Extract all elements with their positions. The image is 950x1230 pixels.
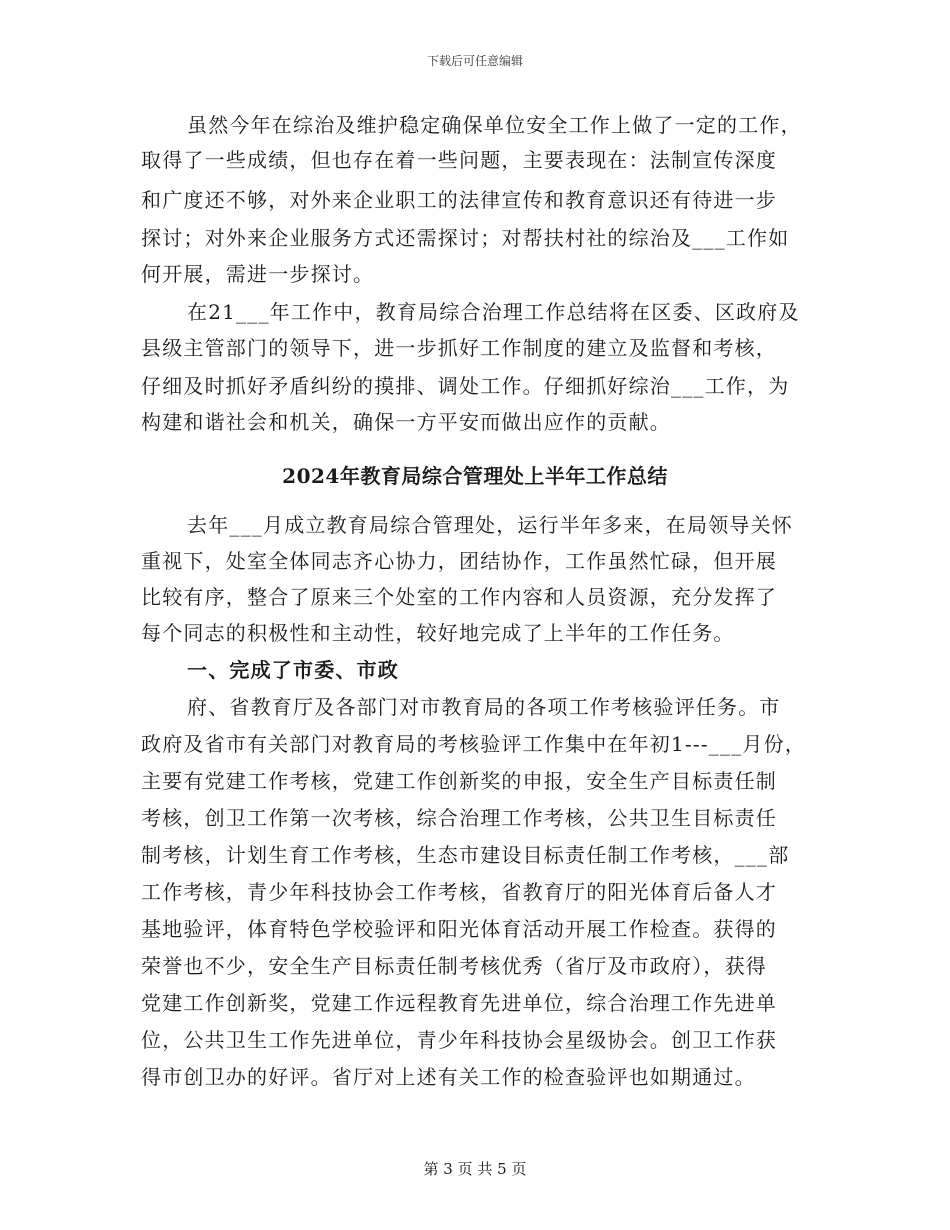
paragraph-line: 重视下，处室全体同志齐心协力，团结协作，工作虽然忙碌，但开展 <box>141 549 777 573</box>
section-heading: 一、完成了市委、市政 <box>187 658 399 682</box>
page-number-footer: 第 3 页 共 5 页 <box>423 1160 527 1178</box>
paragraph-line: 在21___年工作中，教育局综合治理工作总结将在区委、区政府及 <box>187 300 800 324</box>
paragraph-line: 制考核，计划生育工作考核，生态市建设目标责任制工作考核，___部 <box>141 843 790 867</box>
paragraph-line: 基地验评，体育特色学校验评和阳光体育活动开展工作检查。获得的 <box>141 917 777 941</box>
paragraph-line: 府、省教育厅及各部门对市教育局的各项工作考核验评任务。市 <box>187 695 781 719</box>
page-header: 下载后可任意编辑 <box>426 54 523 68</box>
paragraph-line: 探讨；对外来企业服务方式还需探讨；对帮扶村社的综治及___工作如 <box>141 226 790 250</box>
paragraph-line: 仔细及时抓好矛盾纠纷的摸排、调处工作。仔细抓好综治___工作，为 <box>141 374 790 398</box>
paragraph-line: 荣誉也不少，安全生产目标责任制考核优秀（省厅及市政府），获得 <box>141 954 767 978</box>
paragraph-line: 每个同志的积极性和主动性，较好地完成了上半年的工作任务。 <box>141 621 735 645</box>
paragraph-line: 党建工作创新奖，党建工作远程教育先进单位，综合治理工作先进单 <box>141 991 777 1015</box>
paragraph-line: 得市创卫办的好评。省厅对上述有关工作的检查验评也如期通过。 <box>141 1065 756 1089</box>
paragraph-line: 去年___月成立教育局综合管理处，运行半年多来，在局领导关怀 <box>187 513 793 537</box>
paragraph-line: 考核，创卫工作第一次考核，综合治理工作考核，公共卫生目标责任 <box>141 806 777 830</box>
paragraph-line: 工作考核，青少年科技协会工作考核，省教育厅的阳光体育后备人才 <box>141 880 777 904</box>
paragraph-line: 位，公共卫生工作先进单位，青少年科技协会星级协会。创卫工作获 <box>141 1028 777 1052</box>
paragraph-line: 主要有党建工作考核，党建工作创新奖的申报，安全生产目标责任制 <box>141 769 777 793</box>
paragraph-line: 县级主管部门的领导下，进一步抓好工作制度的建立及监督和考核， <box>141 336 777 360</box>
paragraph-line: 构建和谐社会和机关，确保一方平安而做出应作的贡献。 <box>141 410 671 434</box>
paragraph-line: 虽然今年在综治及维护稳定确保单位安全工作上做了一定的工作， <box>187 113 802 137</box>
paragraph-line: 政府及省市有关部门对教育局的考核验评工作集中在年初1---___月份， <box>141 732 806 756</box>
paragraph-line: 比较有序，整合了原来三个处室的工作内容和人员资源，充分发挥了 <box>141 585 777 609</box>
paragraph-line: 和广度还不够，对外来企业职工的法律宣传和教育意识还有待进一步 <box>141 188 777 212</box>
paragraph-line: 何开展，需进一步探讨。 <box>141 262 375 286</box>
paragraph-line: 取得了一些成绩，但也存在着一些问题，主要表现在：法制宣传深度 <box>141 148 777 172</box>
document-title: 2024年教育局综合管理处上半年工作总结 <box>282 464 668 488</box>
